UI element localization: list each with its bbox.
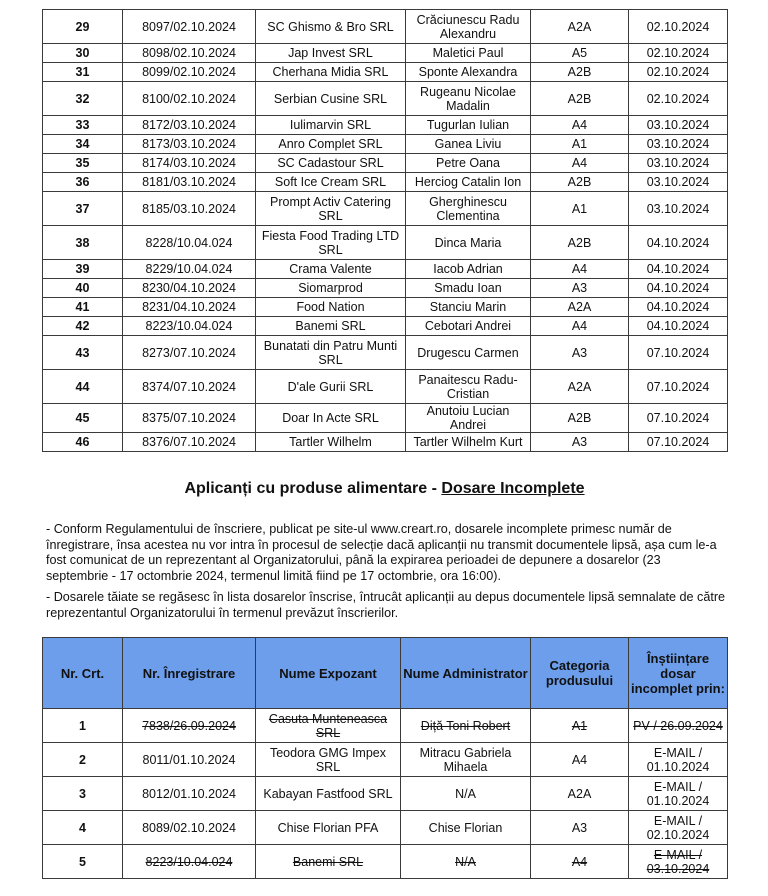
registration-number: 8173/03.10.2024	[123, 135, 256, 154]
exhibitor-name: Tartler Wilhelm	[256, 433, 406, 452]
product-category: A5	[531, 44, 629, 63]
product-category: A4	[531, 317, 629, 336]
table-row	[43, 709, 728, 743]
registration-number: 8273/07.10.2024	[123, 336, 256, 370]
product-category: A2A	[531, 298, 629, 317]
row-number: 4	[43, 811, 123, 845]
notice-method: E-MAIL / 01.10.2024	[629, 777, 728, 811]
exhibitor-name: SC Cadastour SRL	[256, 154, 406, 173]
product-category: A2B	[531, 82, 629, 116]
exhibitor-name: Food Nation	[256, 298, 406, 317]
administrator-name: Cebotari Andrei	[406, 317, 531, 336]
administrator-name: Drugescu Carmen	[406, 336, 531, 370]
administrator-name: Dinca Maria	[406, 226, 531, 260]
table-row	[43, 404, 728, 433]
note-incomplete-rules: - Conform Regulamentului de înscriere, publicat pe site-ul www.creart.ro, dosarele incomplete primesc număr de înregistrare, însa acestea nu vor intra în procesul de selecție dacă aplicanții nu transmit documentele lipsă, așa cum le-a fost comunicat de un reprezentant al Organizatorului, până la expirarea perioadei de depunere a dosarelor (23 septembrie - 17 octombrie 2024, termenul limită fiind pe 17 octombrie, ora 16:00).	[46, 522, 717, 583]
row-number: 1	[43, 709, 123, 743]
row-number: 45	[43, 404, 123, 433]
notice-method: PV / 26.09.2024	[629, 709, 728, 743]
product-category: A3	[531, 336, 629, 370]
row-number: 43	[43, 336, 123, 370]
registration-date: 04.10.2024	[629, 226, 728, 260]
table-row	[43, 10, 728, 44]
header-nr: Nr. Crt.	[43, 638, 123, 709]
registration-number: 8374/07.10.2024	[123, 370, 256, 404]
row-number: 39	[43, 260, 123, 279]
row-number: 3	[43, 777, 123, 811]
notes	[46, 522, 726, 628]
registration-date: 03.10.2024	[629, 192, 728, 226]
registration-number: 8376/07.10.2024	[123, 433, 256, 452]
exhibitor-name: Iulimarvin SRL	[256, 116, 406, 135]
section-title	[42, 480, 727, 498]
table-row	[43, 298, 728, 317]
registration-number: 8099/02.10.2024	[123, 63, 256, 82]
product-category: A2A	[531, 777, 629, 811]
registration-number: 8375/07.10.2024	[123, 404, 256, 433]
administrator-name: Anutoiu Lucian Andrei	[406, 404, 531, 433]
administrator-name: N/A	[401, 777, 531, 811]
administrator-name: Tugurlan Iulian	[406, 116, 531, 135]
notice-method: E-MAIL / 01.10.2024	[629, 743, 728, 777]
registration-date: 07.10.2024	[629, 404, 728, 433]
table-row	[43, 777, 728, 811]
product-category: A1	[531, 135, 629, 154]
registration-date: 04.10.2024	[629, 279, 728, 298]
product-category: A3	[531, 811, 629, 845]
registration-number: 8229/10.04.024	[123, 260, 256, 279]
registration-number: 8223/10.04.024	[123, 845, 256, 879]
table-row	[43, 336, 728, 370]
product-category: A2A	[531, 10, 629, 44]
row-number: 33	[43, 116, 123, 135]
registration-number: 8089/02.10.2024	[123, 811, 256, 845]
table-row	[43, 317, 728, 336]
registration-date: 03.10.2024	[629, 173, 728, 192]
table-row	[43, 173, 728, 192]
registration-date: 02.10.2024	[629, 63, 728, 82]
registration-date: 03.10.2024	[629, 154, 728, 173]
notice-method: E-MAIL / 02.10.2024	[629, 811, 728, 845]
row-number: 5	[43, 845, 123, 879]
registration-date: 07.10.2024	[629, 433, 728, 452]
administrator-name: Sponte Alexandra	[406, 63, 531, 82]
registration-number: 7838/26.09.2024	[123, 709, 256, 743]
administrator-name: Maletici Paul	[406, 44, 531, 63]
administrator-name: Chise Florian	[401, 811, 531, 845]
product-category: A1	[531, 709, 629, 743]
product-category: A4	[531, 260, 629, 279]
table-row	[43, 135, 728, 154]
administrator-name: Herciog Catalin Ion	[406, 173, 531, 192]
product-category: A2B	[531, 404, 629, 433]
exhibitor-name: SC Ghismo & Bro SRL	[256, 10, 406, 44]
registration-date: 03.10.2024	[629, 135, 728, 154]
table-row	[43, 433, 728, 452]
notice-method: E-MAIL / 03.10.2024	[629, 845, 728, 879]
product-category: A4	[531, 743, 629, 777]
product-category: A4	[531, 116, 629, 135]
administrator-name: Tartler Wilhelm Kurt	[406, 433, 531, 452]
registration-number: 8098/02.10.2024	[123, 44, 256, 63]
exhibitor-name: Crama Valente	[256, 260, 406, 279]
exhibitor-name: Serbian Cusine SRL	[256, 82, 406, 116]
exhibitor-name: Doar In Acte SRL	[256, 404, 406, 433]
exhibitor-name: Chise Florian PFA	[256, 811, 401, 845]
header-category: Categoria produsului	[531, 638, 629, 709]
row-number: 35	[43, 154, 123, 173]
note-struck-files: - Dosarele tăiate se regăsesc în lista dosarelor înscrise, întrucât aplicanții au depus documentele lipsă semnalate de către reprezentantul Organizatorului în termenul prevăzut înscrierilor.	[46, 590, 726, 620]
registration-number: 8230/04.10.2024	[123, 279, 256, 298]
registration-date: 02.10.2024	[629, 44, 728, 63]
exhibitor-name: Siomarprod	[256, 279, 406, 298]
registration-date: 04.10.2024	[629, 260, 728, 279]
registration-number: 8231/04.10.2024	[123, 298, 256, 317]
product-category: A3	[531, 279, 629, 298]
registration-number: 8011/01.10.2024	[123, 743, 256, 777]
product-category: A3	[531, 433, 629, 452]
administrator-name: Diță Toni Robert	[401, 709, 531, 743]
registration-number: 8172/03.10.2024	[123, 116, 256, 135]
administrator-name: Rugeanu Nicolae Madalin	[406, 82, 531, 116]
row-number: 31	[43, 63, 123, 82]
administrator-name: Smadu Ioan	[406, 279, 531, 298]
row-number: 2	[43, 743, 123, 777]
table-row	[43, 44, 728, 63]
administrator-name: N/A	[401, 845, 531, 879]
table-row	[43, 154, 728, 173]
administrator-name: Petre Oana	[406, 154, 531, 173]
registration-number: 8012/01.10.2024	[123, 777, 256, 811]
registration-date: 02.10.2024	[629, 10, 728, 44]
product-category: A2B	[531, 173, 629, 192]
administrator-name: Mitracu Gabriela Mihaela	[401, 743, 531, 777]
registration-date: 07.10.2024	[629, 336, 728, 370]
row-number: 29	[43, 10, 123, 44]
header-exhibitor: Nume Expozant	[256, 638, 401, 709]
row-number: 40	[43, 279, 123, 298]
table-row	[43, 192, 728, 226]
row-number: 30	[43, 44, 123, 63]
administrator-name: Stanciu Marin	[406, 298, 531, 317]
row-number: 42	[43, 317, 123, 336]
table-row	[43, 116, 728, 135]
exhibitor-name: Soft Ice Cream SRL	[256, 173, 406, 192]
table-row	[43, 845, 728, 879]
product-category: A2B	[531, 63, 629, 82]
row-number: 46	[43, 433, 123, 452]
administrator-name: Iacob Adrian	[406, 260, 531, 279]
header-notice: Înștiințare dosar incomplet prin:	[629, 638, 728, 709]
registration-date: 04.10.2024	[629, 317, 728, 336]
product-category: A4	[531, 154, 629, 173]
registration-date: 02.10.2024	[629, 82, 728, 116]
table-row	[43, 279, 728, 298]
registration-number: 8100/02.10.2024	[123, 82, 256, 116]
row-number: 38	[43, 226, 123, 260]
administrator-name: Ganea Liviu	[406, 135, 531, 154]
exhibitor-name: Cherhana Midia SRL	[256, 63, 406, 82]
table-row	[43, 743, 728, 777]
row-number: 41	[43, 298, 123, 317]
exhibitor-name: D'ale Gurii SRL	[256, 370, 406, 404]
exhibitor-name: Teodora GMG Impex SRL	[256, 743, 401, 777]
incomplete-files-table	[42, 637, 728, 879]
administrator-name: Crăciunescu Radu Alexandru	[406, 10, 531, 44]
registration-number: 8223/10.04.024	[123, 317, 256, 336]
exhibitor-name: Banemi SRL	[256, 845, 401, 879]
row-number: 36	[43, 173, 123, 192]
product-category: A2B	[531, 226, 629, 260]
product-category: A4	[531, 845, 629, 879]
administrator-name: Gherghinescu Clementina	[406, 192, 531, 226]
table-row	[43, 260, 728, 279]
row-number: 34	[43, 135, 123, 154]
table-row	[43, 63, 728, 82]
section-title-prefix: Aplicanți cu produse alimentare -	[184, 480, 442, 497]
exhibitor-name: Kabayan Fastfood SRL	[256, 777, 401, 811]
registration-number: 8174/03.10.2024	[123, 154, 256, 173]
registration-number: 8185/03.10.2024	[123, 192, 256, 226]
exhibitor-name: Jap Invest SRL	[256, 44, 406, 63]
registered-applicants-table	[42, 9, 728, 452]
header-administrator: Nume Administrator	[401, 638, 531, 709]
exhibitor-name: Bunatati din Patru Munti SRL	[256, 336, 406, 370]
exhibitor-name: Casuta Munteneasca SRL	[256, 709, 401, 743]
exhibitor-name: Fiesta Food Trading LTD SRL	[256, 226, 406, 260]
product-category: A2A	[531, 370, 629, 404]
exhibitor-name: Banemi SRL	[256, 317, 406, 336]
table-row	[43, 370, 728, 404]
product-category: A1	[531, 192, 629, 226]
table-header-row	[43, 638, 728, 709]
table-row	[43, 82, 728, 116]
section-title-underlined: Dosare Incomplete	[441, 480, 585, 497]
administrator-name: Panaitescu Radu-Cristian	[406, 370, 531, 404]
registration-date: 04.10.2024	[629, 298, 728, 317]
registration-date: 07.10.2024	[629, 370, 728, 404]
registration-number: 8228/10.04.024	[123, 226, 256, 260]
table-row	[43, 811, 728, 845]
exhibitor-name: Anro Complet SRL	[256, 135, 406, 154]
row-number: 44	[43, 370, 123, 404]
row-number: 32	[43, 82, 123, 116]
registration-number: 8181/03.10.2024	[123, 173, 256, 192]
exhibitor-name: Prompt Activ Catering SRL	[256, 192, 406, 226]
table-row	[43, 226, 728, 260]
registration-date: 03.10.2024	[629, 116, 728, 135]
row-number: 37	[43, 192, 123, 226]
registration-number: 8097/02.10.2024	[123, 10, 256, 44]
header-registration: Nr. Înregistrare	[123, 638, 256, 709]
